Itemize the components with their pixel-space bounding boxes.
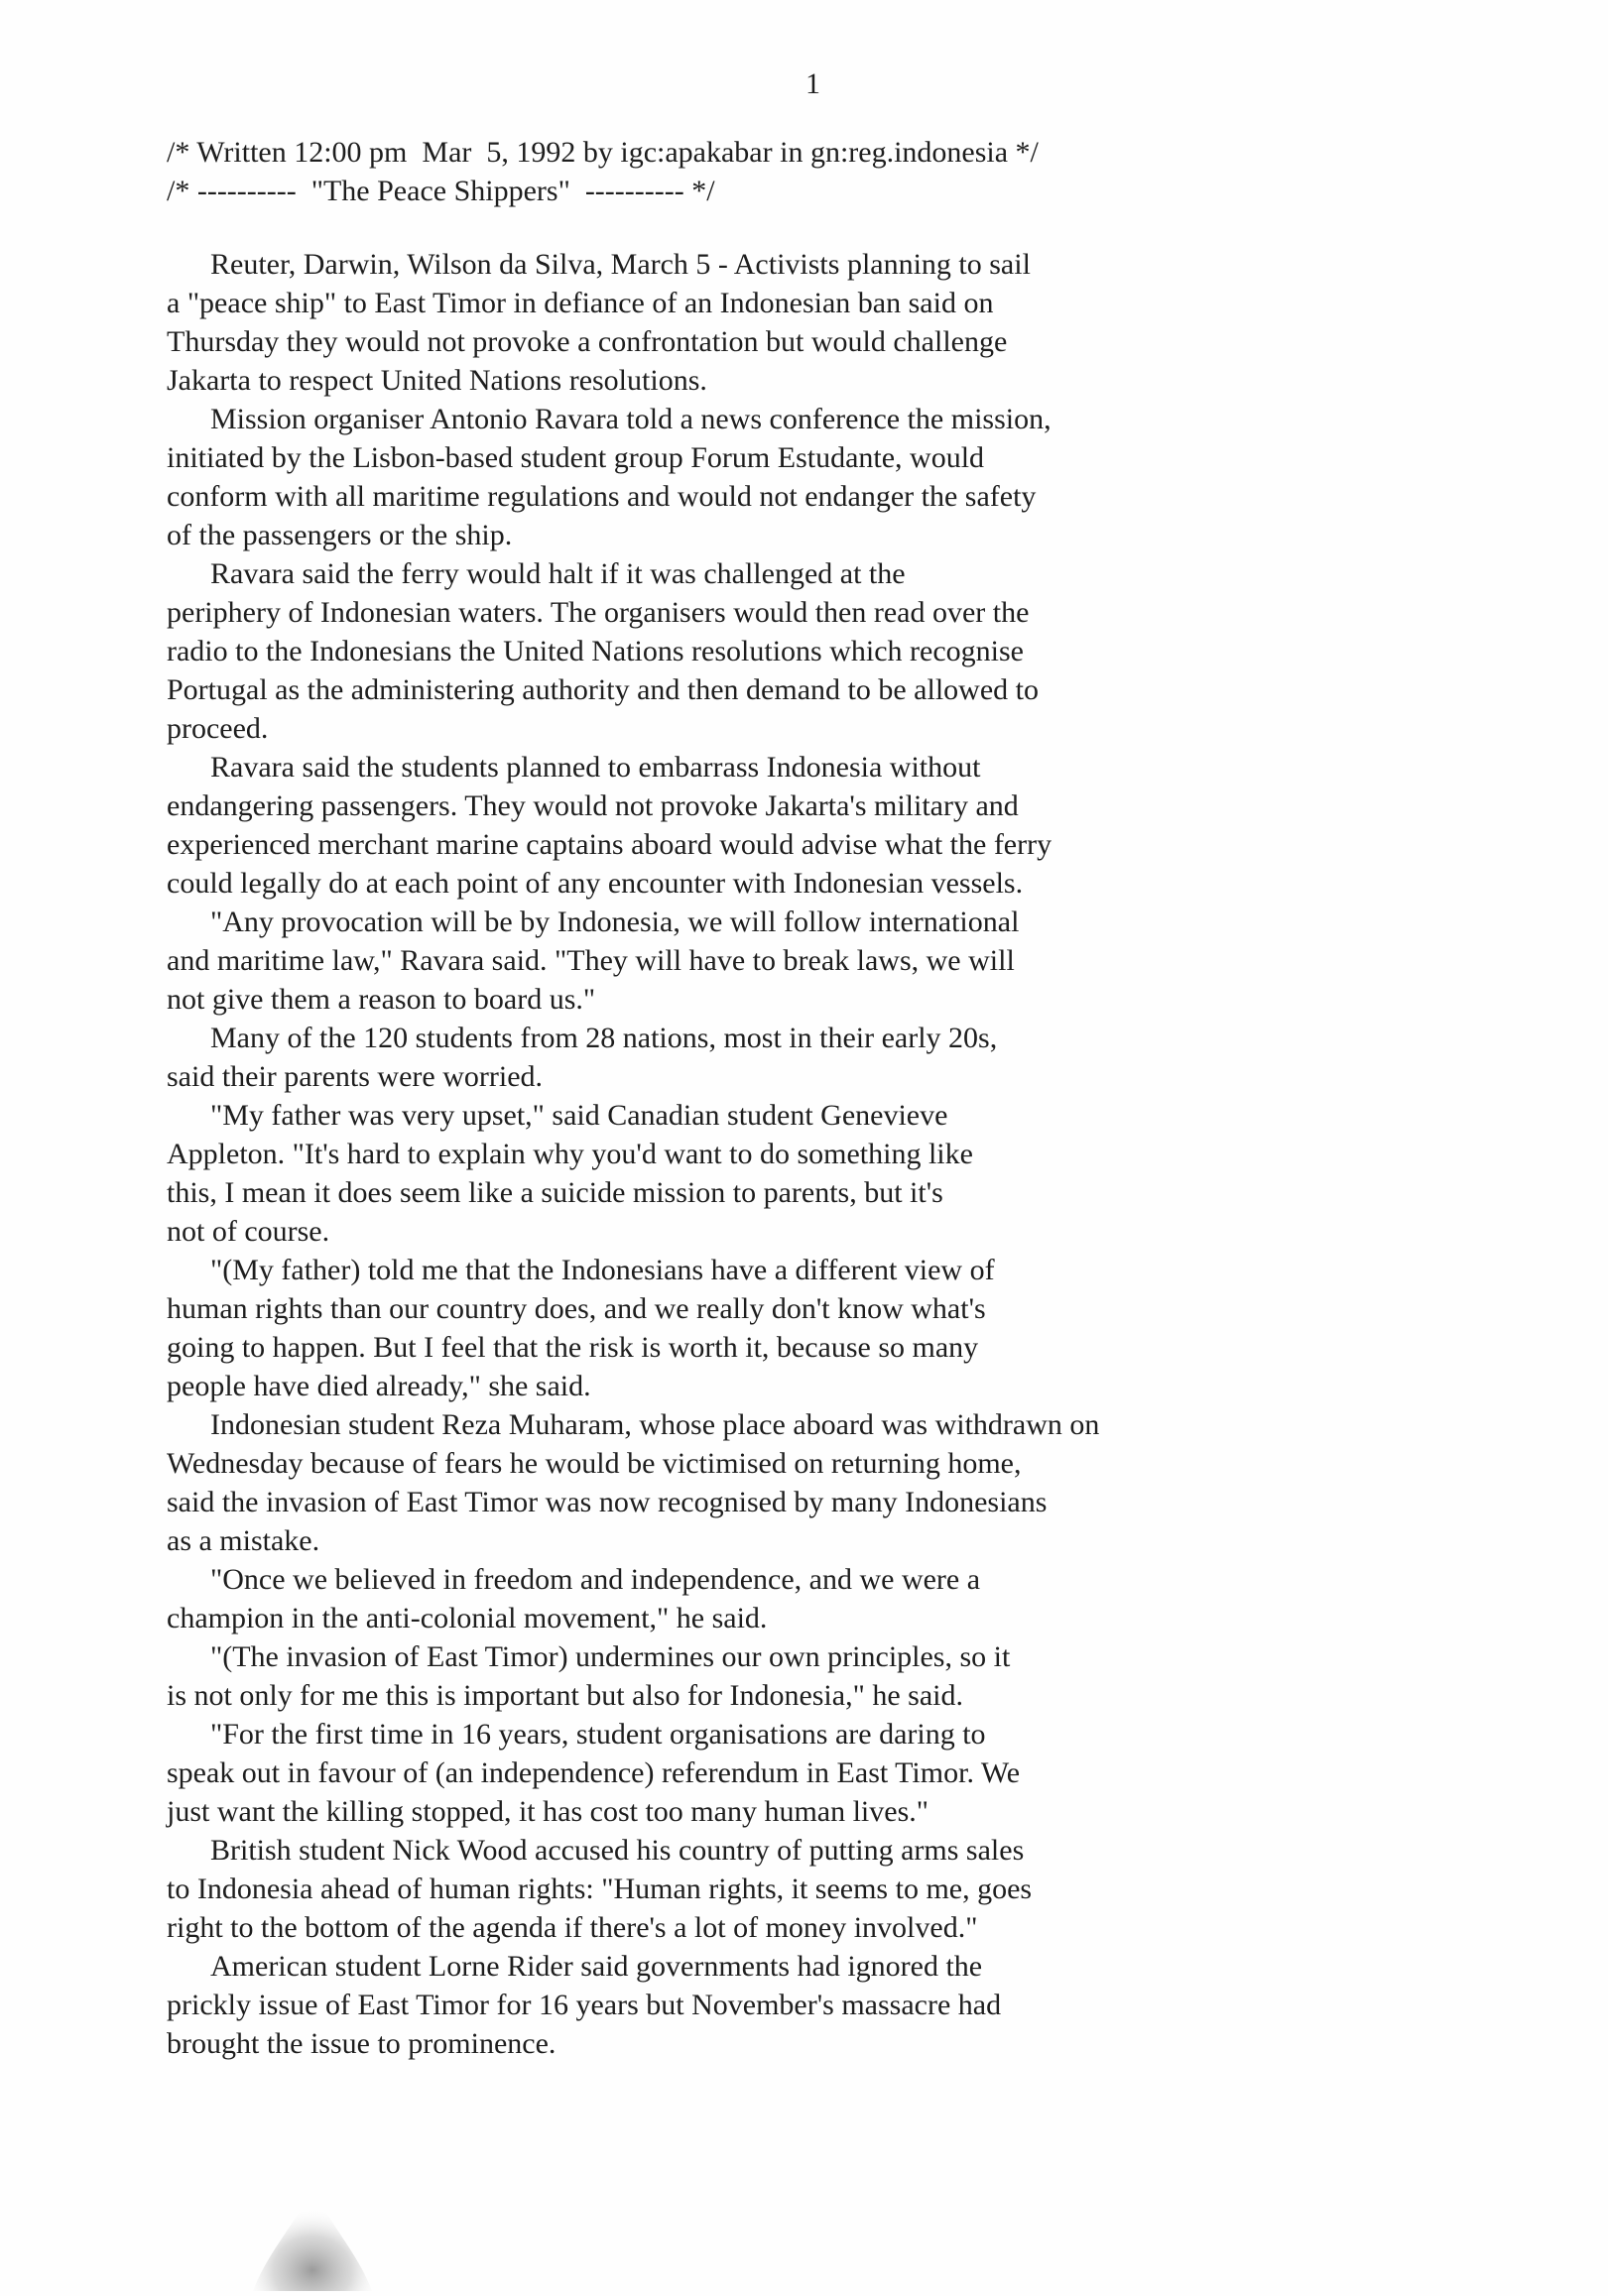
paragraph-line: experienced merchant marine captains aboard would advise what the ferry [167,828,1052,861]
paragraph-line: of the passengers or the ship. [167,519,513,551]
article-paragraph [167,245,1278,400]
page-number: 1 [805,67,820,100]
paragraph-line: human rights than our country does, and we really don't know what's [167,1292,986,1325]
paragraph-line: Appleton. "It's hard to explain why you'd want to do something like [167,1138,973,1170]
paragraph-line: Reuter, Darwin, Wilson da Silva, March 5 - Activists planning to sail [210,248,1031,281]
article-paragraph [167,554,1278,748]
paragraph-line: Ravara said the ferry would halt if it was challenged at the [210,557,906,590]
paragraph-line: said the invasion of East Timor was now recognised by many Indonesians [167,1486,1048,1518]
paragraph-line: Wednesday because of fears he would be victimised on returning home, [167,1447,1022,1480]
paragraph-line: right to the bottom of the agenda if there's a lot of money involved." [167,1911,978,1944]
paragraph-line: Indonesian student Reza Muharam, whose place aboard was withdrawn on [210,1408,1100,1441]
article-paragraph [167,1947,1278,2063]
paragraph-line: British student Nick Wood accused his country of putting arms sales [210,1834,1025,1867]
paragraph-line: periphery of Indonesian waters. The organisers would then read over the [167,596,1030,629]
paragraph-line: Ravara said the students planned to embarrass Indonesia without [210,751,981,784]
article-paragraph [167,903,1278,1019]
paragraph-line: champion in the anti-colonial movement," he said. [167,1602,768,1634]
paragraph-line: speak out in favour of (an independence) referendum in East Timor. We [167,1756,1021,1789]
paragraph-line: endangering passengers. They would not provoke Jakarta's military and [167,789,1019,822]
paragraph-line: is not only for me this is important but also for Indonesia," he said. [167,1679,963,1712]
paragraph-line: "(My father) told me that the Indonesians have a different view of [210,1254,995,1286]
paragraph-line: Portugal as the administering authority and then demand to be allowed to [167,673,1039,706]
article-paragraph [167,1251,1278,1405]
paragraph-line: "My father was very upset," said Canadian student Genevieve [210,1099,948,1132]
article-paragraph [167,400,1278,554]
paragraph-line: "For the first time in 16 years, student organisations are daring to [210,1718,986,1751]
paragraph-line: not of course. [167,1215,330,1248]
paragraph-line: not give them a reason to board us." [167,983,596,1016]
paragraph-line: prickly issue of East Timor for 16 years but November's massacre had [167,1989,1002,2021]
paragraph-line: Many of the 120 students from 28 nations, most in their early 20s, [210,1022,998,1054]
paragraph-line: "(The invasion of East Timor) undermines our own principles, so it [210,1640,1011,1673]
paragraph-line: Thursday they would not provoke a confrontation but would challenge [167,325,1008,358]
paragraph-line: people have died already," she said. [167,1370,591,1402]
paragraph-line: radio to the Indonesians the United Nations resolutions which recognise [167,635,1024,667]
article-paragraph [167,1405,1278,1560]
paragraph-line: to Indonesia ahead of human rights: "Human rights, it seems to me, goes [167,1873,1033,1905]
article-paragraph [167,1637,1278,1715]
paragraph-line: a "peace ship" to East Timor in defiance of an Indonesian ban said on [167,287,994,319]
paragraph-line: conform with all maritime regulations and would not endanger the safety [167,480,1037,513]
article-paragraph [167,1096,1278,1251]
paragraph-line: Mission organiser Antonio Ravara told a news conference the mission, [210,403,1051,435]
article-paragraph [167,1715,1278,1831]
article-body [167,245,1278,2063]
header-line-title: /* ---------- "The Peace Shippers" ---------- */ [167,175,715,207]
paragraph-line: American student Lorne Rider said governments had ignored the [210,1950,983,1983]
paragraph-line: Jakarta to respect United Nations resolutions. [167,364,707,397]
paragraph-line: and maritime law," Ravara said. "They will have to break laws, we will [167,944,1015,977]
paragraph-line: could legally do at each point of any encounter with Indonesian vessels. [167,867,1024,900]
header-line-written: /* Written 12:00 pm Mar 5, 1992 by igc:apakabar in gn:reg.indonesia */ [167,136,1039,169]
paragraph-line: "Once we believed in freedom and independence, and we were a [210,1563,981,1596]
paragraph-line: proceed. [167,712,269,745]
article-paragraph [167,1831,1278,1947]
paragraph-line: said their parents were worried. [167,1060,544,1093]
paragraph-line: going to happen. But I feel that the risk is worth it, because so many [167,1331,979,1364]
paragraph-line: just want the killing stopped, it has cost too many human lives." [167,1795,929,1828]
paragraph-line: initiated by the Lisbon-based student group Forum Estudante, would [167,441,985,474]
article-paragraph [167,1019,1278,1096]
paragraph-line: brought the issue to prominence. [167,2027,557,2060]
message-header [167,133,1456,210]
article-paragraph [167,748,1278,903]
scan-smudge [248,2182,377,2291]
paragraph-line: as a mistake. [167,1524,320,1557]
paragraph-line: this, I mean it does seem like a suicide mission to parents, but it's [167,1176,943,1209]
paragraph-line: "Any provocation will be by Indonesia, we will follow international [210,906,1020,938]
article-paragraph [167,1560,1278,1637]
